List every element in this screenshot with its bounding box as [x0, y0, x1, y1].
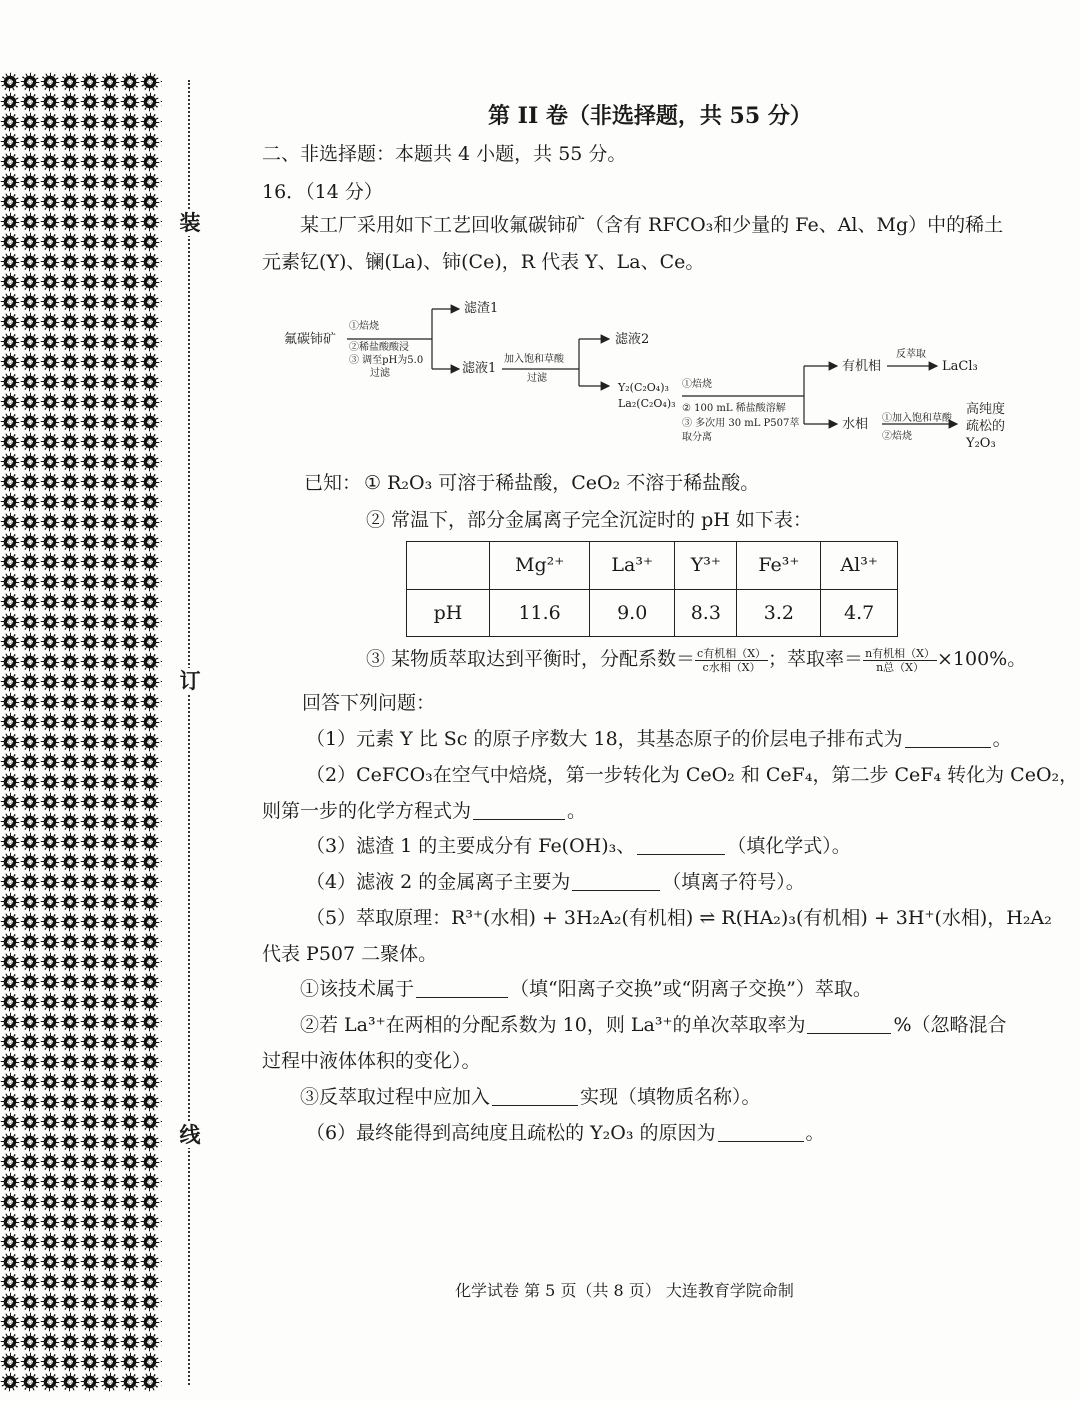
subq-6-text: （6）最终能得到高纯度且疏松的 Y₂O₃ 的原因为 — [306, 1122, 716, 1144]
answer-blank-1[interactable] — [905, 729, 991, 748]
flow-step1-filter: 过滤 — [370, 368, 390, 379]
frac2-numerator: n有机相（X） — [865, 646, 935, 660]
subq-5-1 — [300, 976, 872, 1002]
binding-char-zhuang: 装 — [179, 210, 201, 235]
flow-product-line1: 高纯度 — [966, 402, 1006, 417]
subq-6 — [306, 1120, 825, 1146]
ph-ion-fe: Fe³⁺ — [737, 542, 821, 590]
subq-1-end: 。 — [992, 728, 1012, 750]
flow-step3-separate: 取分离 — [682, 432, 712, 443]
flow-step2-filter: 过滤 — [527, 373, 547, 384]
binding-char-xian: 线 — [179, 1122, 201, 1147]
answer-blank-5-1[interactable] — [416, 979, 508, 998]
flow-step1-acid: ②稀盐酸酸浸 — [349, 342, 409, 353]
subq-1-text: （1）元素 Y 比 Sc 的原子序数大 18，其基态原子的价层电子排布式为 — [306, 728, 903, 750]
section-subtitle: 二、非选择题：本题共 4 小题，共 55 分。 — [262, 143, 627, 165]
question-intro-line2: 元素钇(Y)、镧(La)、铈(Ce)，R 代表 Y、La、Ce。 — [262, 251, 705, 273]
ph-ion-mg: Mg²⁺ — [490, 542, 590, 590]
known-item3-prefix: ③ 某物质萃取达到平衡时，分配系数＝ — [366, 648, 696, 670]
subq-5-3-end: 实现（填物质名称）。 — [580, 1086, 761, 1108]
flow-filtrate1: 滤液1 — [462, 361, 497, 376]
subq-1 — [306, 726, 1012, 752]
flow-step1-ph: ③ 调至pH为5.0 — [349, 355, 424, 366]
ph-ion-al: Al³⁺ — [821, 542, 898, 590]
subq-5-3 — [300, 1084, 761, 1110]
subq-2-end: 。 — [567, 800, 587, 822]
ph-table-header-row — [407, 542, 898, 590]
subq-4-end: （填离子符号）。 — [662, 871, 805, 893]
answer-blank-5-2[interactable] — [807, 1015, 891, 1034]
ph-ion-y: Y³⁺ — [675, 542, 737, 590]
flow-step2-oxalic: 加入饱和草酸 — [504, 354, 564, 365]
flow-residue1: 滤渣1 — [464, 301, 499, 316]
flow-step3-roast: ①焙烧 — [682, 379, 712, 390]
answer-blank-2[interactable] — [473, 801, 565, 820]
flow-y-oxalate: Y₂(C₂O₄)₃ — [618, 381, 669, 394]
known-item2: ② 常温下，部分金属离子完全沉淀时的 pH 如下表： — [366, 509, 812, 531]
ph-row-label: pH — [407, 589, 490, 637]
flow-step3-extract: ③ 多次用 30 mL P507萃 — [682, 418, 800, 429]
ph-table — [406, 541, 898, 637]
decorative-border-pattern — [0, 72, 162, 1392]
answer-blank-4[interactable] — [572, 872, 660, 891]
ph-table-value-row — [407, 589, 898, 637]
subq-6-end: 。 — [805, 1122, 825, 1144]
ph-value-la: 9.0 — [590, 589, 675, 637]
subq-5-3-text: ③反萃取过程中应加入 — [300, 1086, 491, 1108]
subq-2-text: 则第一步的化学方程式为 — [262, 800, 472, 822]
flow-product-line2: 疏松的 — [966, 419, 1006, 434]
subq-4-text: （4）滤液 2 的金属离子主要为 — [306, 871, 571, 893]
ph-table-corner — [407, 542, 490, 590]
answer-prompt: 回答下列问题： — [302, 692, 436, 714]
subq-5-line1: （5）萃取原理：R³⁺(水相) + 3H₂A₂(有机相) ⇌ R(HA₂)₃(有机相) + 3H⁺(水相)，H₂A₂ — [306, 907, 1052, 929]
subq-5-1-end: （填“阳离子交换”或“阴离子交换”）萃取。 — [510, 978, 872, 1000]
subq-5-2-text: ②若 La³⁺在两相的分配系数为 10，则 La³⁺的单次萃取率为 — [300, 1014, 806, 1036]
flow-lacl3: LaCl₃ — [942, 359, 978, 374]
flow-ore: 氟碳铈矿 — [284, 332, 337, 347]
extraction-rate-fraction — [863, 647, 937, 674]
subq-3-text: （3）滤渣 1 的主要成分有 Fe(OH)₃、 — [306, 835, 636, 857]
section-title: 第 II 卷（非选择题，共 55 分） — [488, 103, 812, 129]
subq-3 — [306, 833, 851, 859]
partition-coefficient-fraction — [695, 647, 768, 674]
question-intro-line1: 某工厂采用如下工艺回收氟碳铈矿（含有 RFCO₃和少量的 Fe、Al、Mg）中的稀土 — [300, 214, 1004, 236]
known-item3-mid: ；萃取率＝ — [768, 648, 864, 670]
flow-product-line3: Y₂O₃ — [966, 436, 996, 451]
subq-3-end: （填化学式）。 — [727, 835, 851, 857]
flow-la-oxalate: La₂(C₂O₄)₃ — [618, 397, 676, 410]
binding-char-ding: 订 — [179, 668, 201, 693]
frac1-denominator: c水相（X） — [702, 660, 761, 674]
flowchart-arrows — [282, 296, 1042, 456]
known-item1: ① R₂O₃ 可溶于稀盐酸，CeO₂ 不溶于稀盐酸。 — [364, 472, 760, 494]
flow-step4-oxalic: ①加入饱和草酸 — [882, 413, 952, 424]
ph-value-y: 8.3 — [675, 589, 737, 637]
page-footer: 化学试卷 第 5 页（共 8 页） 大连教育学院命制 — [455, 1281, 794, 1300]
flow-step4-roast: ②焙烧 — [882, 431, 912, 442]
known-item3-suffix: ×100%。 — [936, 648, 1027, 670]
subq-5-1-text: ①该技术属于 — [300, 978, 415, 1000]
flow-step1-roast: ①焙烧 — [349, 321, 379, 332]
answer-blank-3[interactable] — [637, 836, 725, 855]
flow-step3-dissolve: ② 100 mL 稀盐酸溶解 — [682, 403, 786, 414]
answer-blank-6[interactable] — [718, 1123, 804, 1142]
frac2-denominator: n总（X） — [876, 660, 924, 674]
answer-blank-5-3[interactable] — [492, 1087, 578, 1106]
subq-5-2-end: %（忽略混合 — [893, 1014, 1007, 1036]
binding-dotted-line — [188, 80, 190, 1385]
subq-2-line2 — [262, 798, 586, 824]
subq-5-2-line2: 过程中液体体积的变化）。 — [262, 1050, 481, 1072]
ph-value-al: 4.7 — [821, 589, 898, 637]
flow-organic-phase: 有机相 — [842, 359, 882, 374]
ph-ion-la: La³⁺ — [590, 542, 675, 590]
subq-5-line2: 代表 P507 二聚体。 — [262, 943, 438, 965]
ph-value-mg: 11.6 — [490, 589, 590, 637]
flow-back-extraction: 反萃取 — [896, 349, 926, 360]
subq-5-2 — [300, 1012, 1007, 1038]
known-label: 已知： — [304, 472, 362, 494]
flow-filtrate2: 滤液2 — [615, 332, 650, 347]
process-flowchart — [282, 296, 1042, 456]
subq-4 — [306, 869, 805, 895]
flow-aqueous-phase: 水相 — [842, 417, 869, 432]
subq-2-line1: （2）CeFCO₃在空气中焙烧，第一步转化为 CeO₂ 和 CeF₄，第二步 CeF₄ 转化为 CeO₂， — [306, 764, 1079, 786]
frac1-numerator: c有机相（X） — [697, 646, 767, 660]
question-number: 16．（14 分） — [262, 181, 383, 203]
known-item3 — [366, 646, 1026, 674]
ph-value-fe: 3.2 — [737, 589, 821, 637]
